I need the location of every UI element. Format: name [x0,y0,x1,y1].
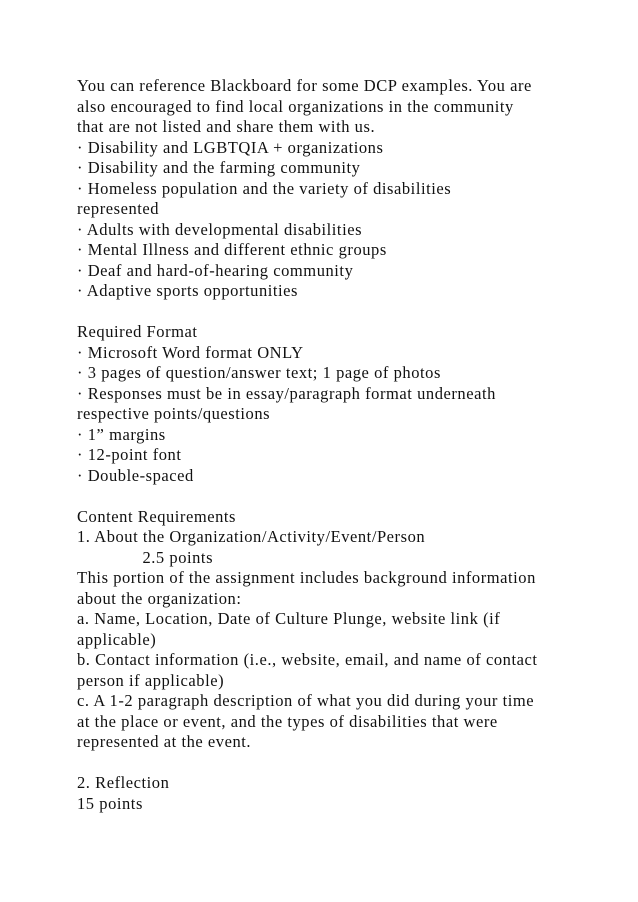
paragraph-line: applicable) [77,629,157,649]
intro-line-3: that are not listed and share them with us. [77,117,376,136]
list-item: · Adults with developmental disabilities [77,219,363,239]
requirement-2-points: 15 points [77,793,143,813]
list-item: · Deaf and hard-of-hearing community [77,260,354,280]
list-item: · 3 pages of question/answer text; 1 page of photos [77,363,441,382]
paragraph-line: This portion of the assignment includes background information [77,568,536,587]
paragraph-line: represented at the event. [77,732,252,751]
paragraph-line: c. A 1-2 paragraph description of what you did during your time [77,691,535,710]
list-item: · Homeless population and the variety of disabilities [77,178,452,198]
blank-line [77,486,622,507]
intro-line-2: also encouraged to find local organizations in the community [77,96,514,116]
list-item: · Mental Illness and different ethnic groups [77,240,387,259]
paragraph-line: b. Contact information (i.e., website, email, and name of contact [77,650,538,669]
paragraph-line: a. Name, Location, Date of Culture Plunge, website link (if [77,609,501,628]
section-heading-required-format: Required Format [77,322,198,341]
requirement-1-points: 2.5 points [77,547,214,567]
list-item-continuation: respective points/questions [77,404,271,423]
intro-line-1: You can reference Blackboard for some DCP examples. You are [77,76,532,95]
requirement-1-title: 1. About the Organization/Activity/Event/Person [77,527,426,546]
list-item: · Microsoft Word format ONLY [77,342,304,362]
list-item: · Double-spaced [77,465,194,485]
list-item: · 1” margins [77,424,166,444]
blank-line [77,753,622,774]
list-item: · Responses must be in essay/paragraph format underneath [77,383,496,403]
list-item: · Adaptive sports opportunities [77,281,298,300]
list-item: · Disability and the farming community [77,158,361,177]
section-heading-content-requirements: Content Requirements [77,506,237,526]
requirement-2-title: 2. Reflection [77,773,170,792]
blank-line [77,302,622,323]
paragraph-line: person if applicable) [77,670,225,690]
list-item: · 12-point font [77,445,182,464]
list-item: · Disability and LGBTQIA + organizations [77,137,384,157]
list-item-continuation: represented [77,199,160,218]
paragraph-line: at the place or event, and the types of disabilities that were [77,711,498,731]
document-body [77,76,622,814]
paragraph-line: about the organization: [77,588,242,608]
